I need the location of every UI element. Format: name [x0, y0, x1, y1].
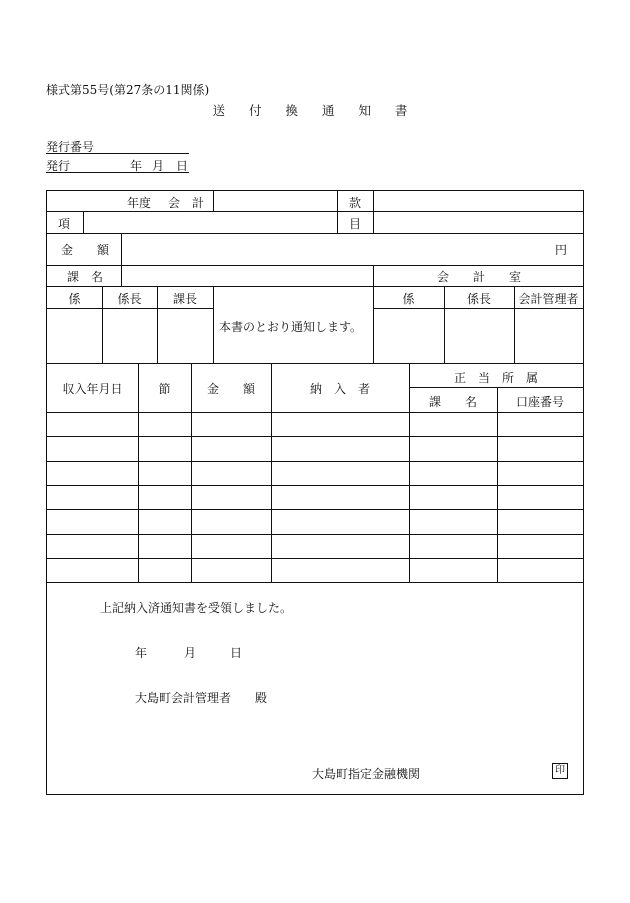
approver-left-3: 課長	[172, 292, 197, 306]
rule	[47, 233, 583, 234]
issue-date-line	[46, 157, 189, 173]
rule	[121, 233, 122, 286]
rule	[47, 211, 583, 212]
approver-left-1: 係	[68, 292, 81, 306]
rule	[337, 191, 338, 233]
rule	[47, 558, 583, 559]
issue-date-label: 発行	[46, 159, 71, 173]
form-frame	[46, 190, 584, 795]
receipt-month: 月	[184, 646, 197, 660]
fiscal-year-label: 年度	[127, 196, 152, 210]
rule	[373, 191, 374, 233]
designated-bank: 大島町指定金融機関	[312, 767, 421, 781]
approver-right-2: 係長	[466, 292, 491, 306]
receipt-year: 年	[135, 646, 148, 660]
rule	[47, 308, 213, 309]
notice-text: 本書のとおり通知します。	[219, 320, 363, 334]
receipt-statement: 上記納入済通知書を受領しました。	[100, 601, 293, 615]
col-payer-header: 納 入 者	[309, 382, 370, 396]
rule	[47, 412, 583, 413]
issue-number-line	[46, 138, 189, 154]
amount-label: 金 額	[61, 243, 110, 257]
issue-number-label: 発行番号	[46, 140, 95, 154]
rule	[409, 387, 583, 388]
seal-mark: 印	[552, 763, 568, 779]
kou-label: 項	[58, 217, 71, 231]
rule	[83, 211, 84, 233]
rule	[47, 534, 583, 535]
rule	[497, 387, 498, 582]
approver-left-2: 係長	[117, 292, 142, 306]
moku-label: 目	[349, 217, 362, 231]
rule	[47, 286, 583, 287]
rule	[47, 509, 583, 510]
col-date-header: 収入年月日	[62, 382, 123, 396]
col-amount-header: 金 額	[206, 382, 255, 396]
approver-right-3: 会計管理者	[518, 292, 579, 306]
col-section-header: 課 名	[428, 395, 477, 409]
receipt-day: 日	[230, 646, 243, 660]
receipt-addressee: 大島町会計管理者 殿	[135, 691, 268, 705]
col-setsu-header: 節	[158, 382, 171, 396]
rule	[373, 265, 374, 363]
rule	[47, 363, 583, 364]
col-proper-header: 正 当 所 属	[453, 371, 538, 385]
issue-year: 年	[130, 159, 143, 173]
kan-label: 款	[349, 196, 362, 210]
rule	[213, 191, 214, 211]
rule	[373, 308, 583, 309]
rule	[47, 582, 583, 583]
rule	[47, 461, 583, 462]
approver-right-1: 係	[402, 292, 415, 306]
form-number: 様式第55号(第27条の11関係)	[46, 83, 210, 97]
col-account-no-header: 口座番号	[515, 395, 564, 409]
yen-unit: 円	[555, 243, 568, 257]
rule	[47, 265, 583, 266]
account-label: 会 計	[168, 196, 205, 210]
issue-month: 月	[152, 159, 165, 173]
section-name-label: 課 名	[67, 270, 104, 284]
accounting-office-label: 会 計 室	[437, 270, 522, 284]
rule	[47, 436, 583, 437]
document-title: 送 付 換 通 知 書	[212, 103, 418, 118]
rule	[213, 286, 214, 363]
issue-day: 日	[176, 159, 189, 173]
rule	[47, 485, 583, 486]
